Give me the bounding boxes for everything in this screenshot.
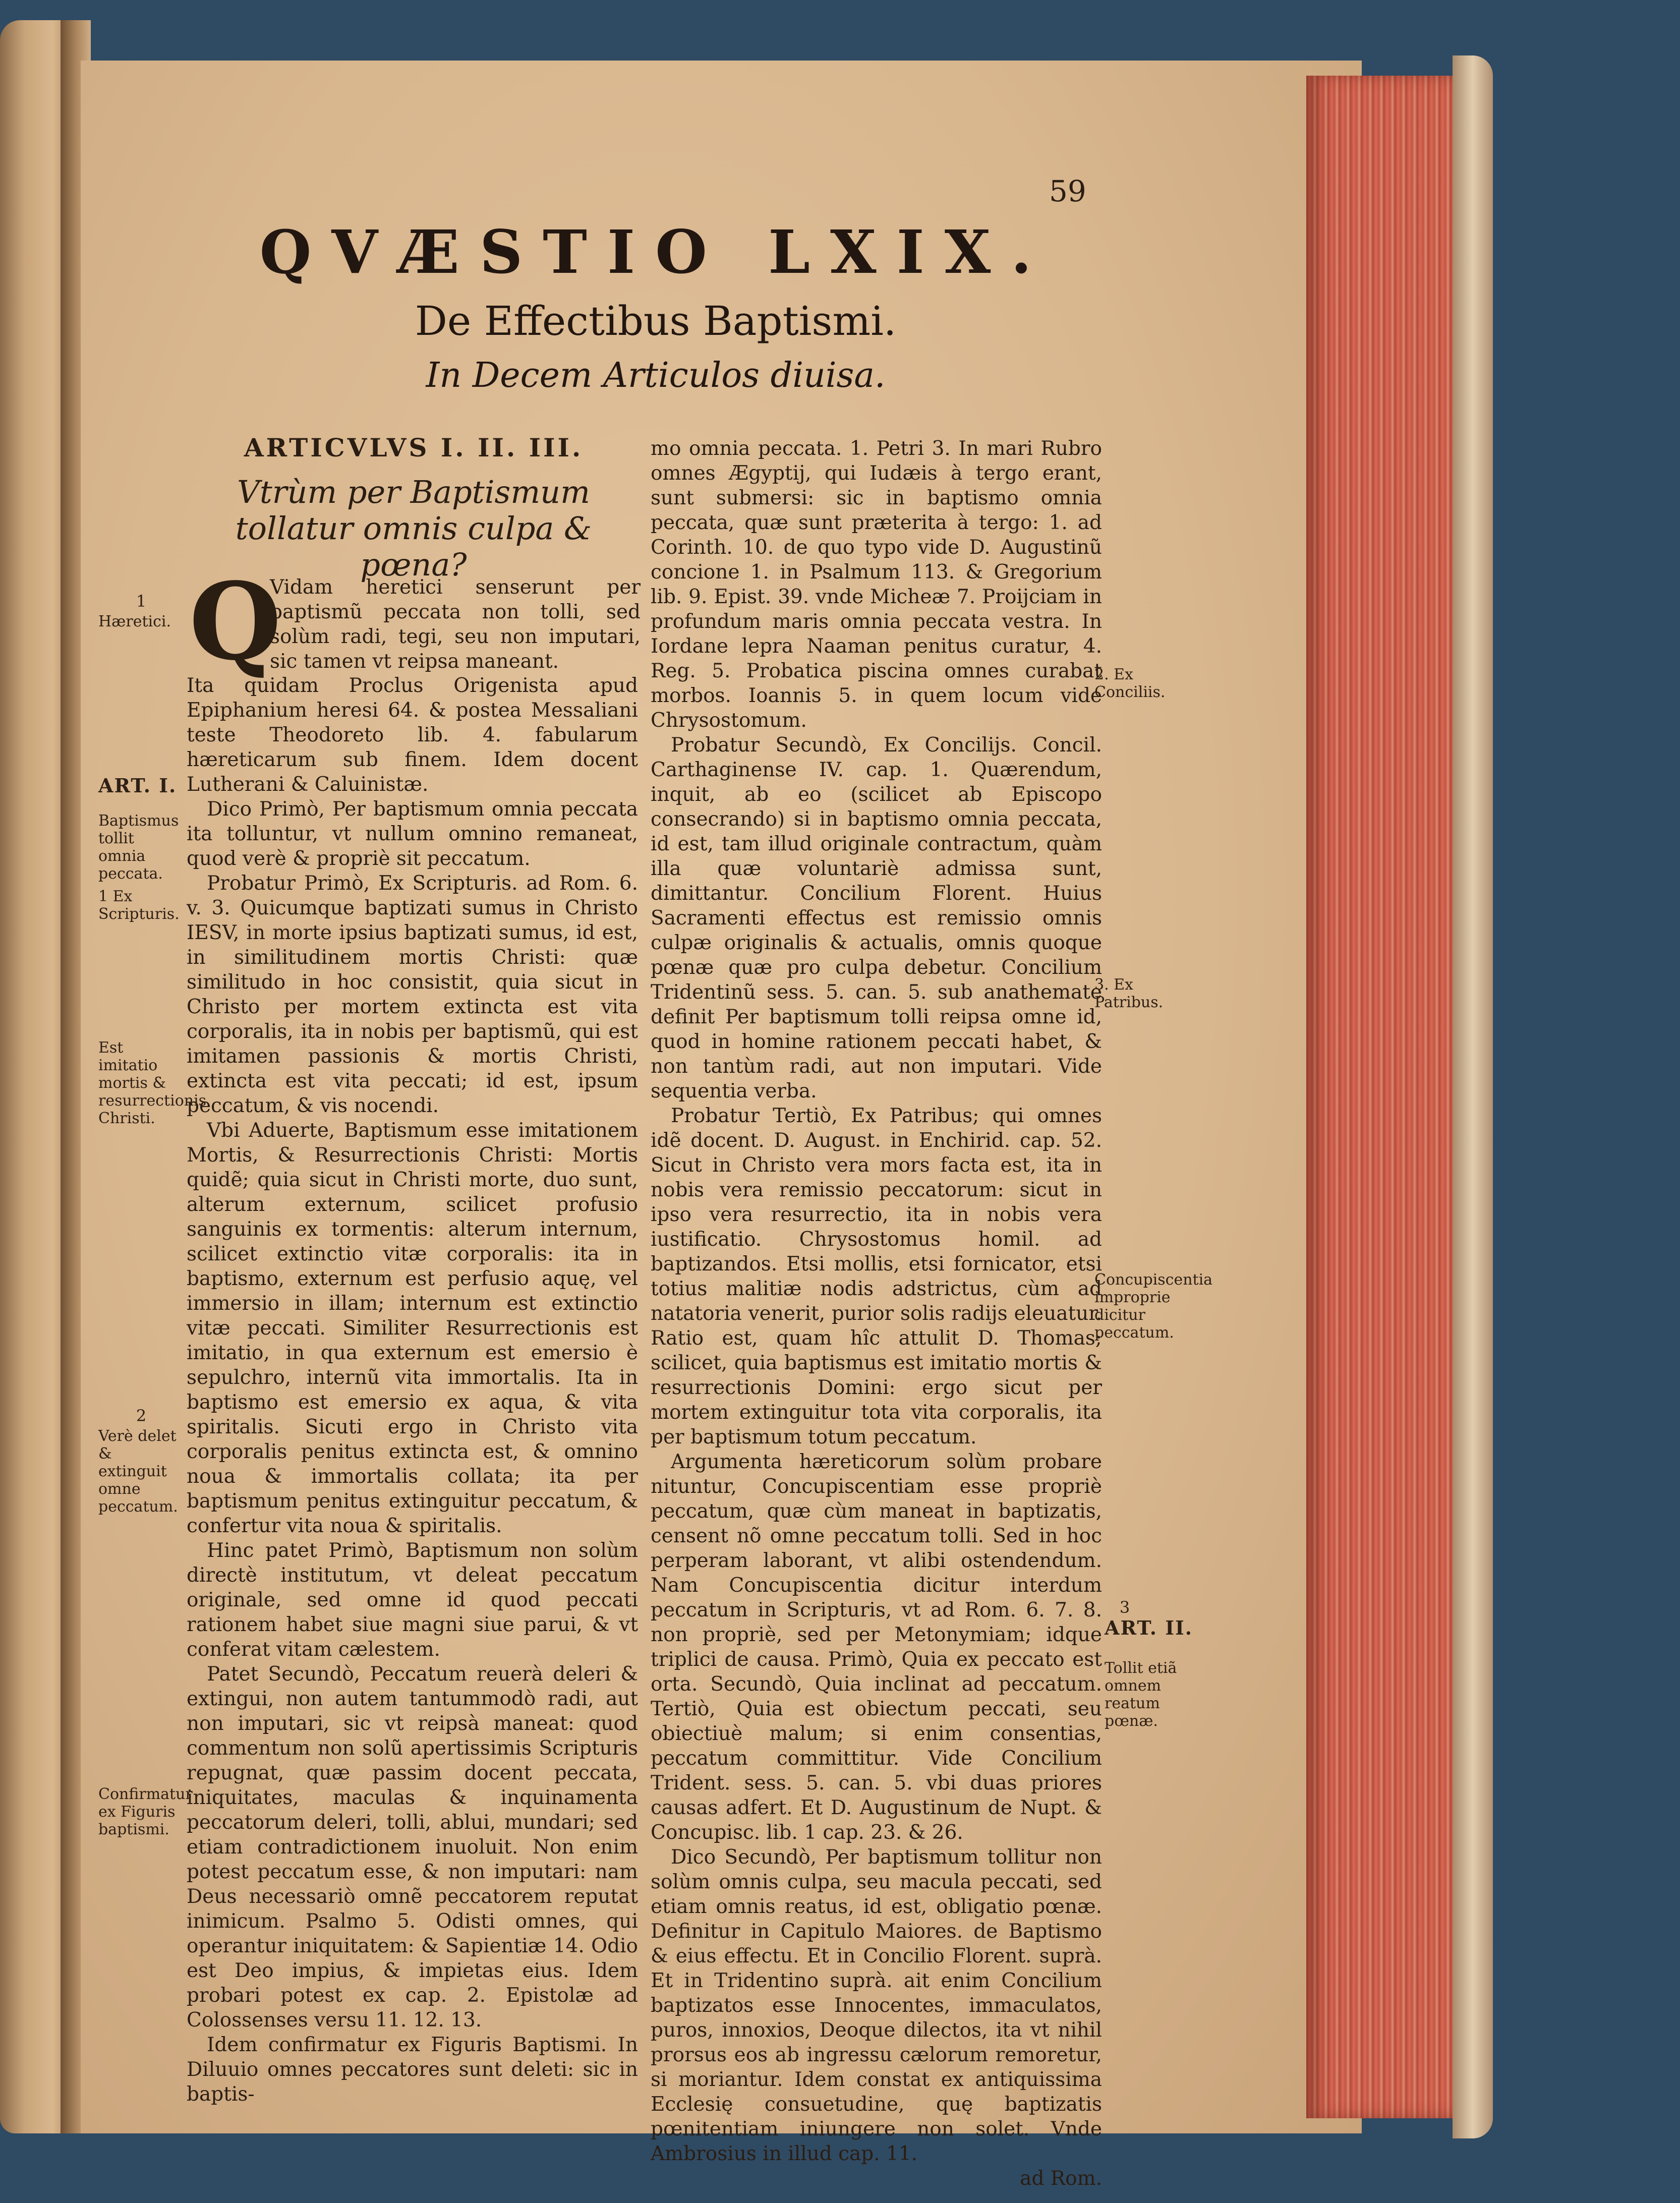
right-column bbox=[651, 436, 1102, 2191]
drop-cap: Q bbox=[189, 559, 281, 684]
question-subtitle: De Effectibus Baptismi. bbox=[415, 298, 897, 344]
paragraph: Probatur Secundò, Ex Concilijs. Concil. Carthaginense IV. cap. 1. Quærendum, inquit, ab eo (scilicet ab Episcopo consecrando) si in baptismo omnia peccata, id est, tam illud originale contractum, quàm illa quæ voluntariè admissa sunt, dimittantur. Concilium Florent. Huius Sacramenti effectus est remissio omnis culpæ originalis & actualis, omnis quoque pœnæ quæ pro culpa debetur. Concilium Tridentinũ sess. 5. can. 5. sub anathemate definit Per baptismum tolli reipsa omne id, quod in homine rationem peccati habet, & non tantùm radi, aut non imputari. Vide sequentia verba. bbox=[651, 734, 1102, 1103]
left-page-edge bbox=[0, 20, 71, 2133]
margin-note: Concupiscentia improprie dicitur peccatum. bbox=[1094, 1271, 1213, 1342]
article-question: Vtrùm per Baptismum tollatur omnis culpa & pœna? bbox=[235, 474, 592, 583]
question-division: In Decem Articulos diuisa. bbox=[426, 356, 886, 395]
paragraph: Probatur Primò, Ex Scripturis. ad Rom. 6. v. 3. Quicumque baptizati sumus in Christo IESV, in morte ipsius baptizati sumus, id est, in similitudinem mortis Christi: quæ similitudo in hoc consistit, quia sicut in Christo per mortem extincta est vita corporalis, ita in nobis per baptismũ, qui est imitamen passionis & mortis Christi, extincta est vita peccati; id est, ipsum peccatum, & vis nocendi. bbox=[187, 872, 638, 1117]
margin-note-article: ART. I. bbox=[98, 774, 177, 797]
page-number: 59 bbox=[1049, 174, 1086, 208]
margin-note-article: ART. II. bbox=[1105, 1616, 1193, 1639]
paragraph: Argumenta hæreticorum solùm probare nituntur, Concupiscentiam esse propriè peccatum, quæ cùm maneat in baptizatis, censent nõ omne peccatum tolli. Sed in hoc perperam laborant, vt alibi ostendendum. Nam Concupiscentia dicitur interdum peccatum in Scripturis, vt ad Rom. 6. 7. 8. non propriè, sed per Metonymiam; idque triplici de causa. Primò, Quia ex peccato est orta. Secundò, Quia inclinat ad peccatum. Tertiò, Quia est obiectum peccati, seu obiectiuè malum; si enim consentias, peccatum committitur. Vide Concilium Trident. sess. 5. can. 5. vbi duas priores causas adfert. Et D. Augustinum de Nupt. & Concupisc. lib. 1 cap. 23. & 26. bbox=[651, 1451, 1102, 1844]
red-page-edges bbox=[1306, 76, 1473, 2118]
paragraph: Patet Secundò, Peccatum reuerà deleri & extingui, non autem tantummodò radi, aut non imputari, sic vt reipsà maneat: quod commentum non solũ apertissimis Scripturis repugnat, quæ passim docent peccata, iniquitates, maculas & inquinamenta peccatorum deleri, tolli, ablui, mundari; sed etiam contradictionem inuoluit. Non enim potest peccatum esse, & non imputari: nam Deus necessariò omnẽ peccatorem reputat inimicum. Psalmo 5. Odisti omnes, qui operantur iniquitatem: & Sapientiæ 14. Odio est Deo impius, & impietas eius. Idem probari potest ex cap. 2. Epistolæ ad Colossenses versu 11. 12. 13. bbox=[187, 1663, 638, 2032]
margin-note: Hæretici. bbox=[98, 613, 171, 630]
question-title: QVÆSTIO LXIX. bbox=[259, 217, 1052, 287]
left-column bbox=[187, 673, 638, 2107]
article-heading: ARTICVLVS I. II. III. bbox=[244, 433, 584, 462]
margin-note-number: 3 bbox=[1119, 1598, 1130, 1617]
paragraph: mo omnia peccata. 1. Petri 3. In mari Rubro omnes Ægyptij, qui Iudæis à tergo erant, sunt submersi: sic in baptismo omnia peccata, quæ sunt præterita à tergo: 1. ad Corinth. 10. de quo typo vide D. Augustinũ concione 1. in Psalmum 113. & Gregorium lib. 9. Epist. 39. vnde Micheæ 7. Proijciam in profundum maris omnia peccata vestra. In Iordane lepra Naaman penitus curatur, 4. Reg. 5. Probatica piscina omnes curabat morbos. Ioannis 5. in quem locum vide Chrysostomum. bbox=[651, 437, 1102, 732]
margin-note: Confirmatur ex Figuris baptismi. bbox=[98, 1785, 193, 1838]
paragraph: Hinc patet Primò, Baptismum non solùm directè institutum, vt deleat peccatum originale, sed omne id quod peccati rationem habet siue magni siue parui, & vt conferat vitam cælestem. bbox=[187, 1539, 638, 1661]
paragraph: Dico Secundò, Per baptismum tollitur non solùm omnis culpa, seu macula peccati, sed etiam omnis reatus, id est, obligatio pœnæ. Definitur in Capitulo Maiores. de Baptismo & eius effectu. Et in Concilio Florent. suprà. Et in Tridentino suprà. ait enim Concilium baptizatos esse Innocentes, immaculatos, puros, innoxios, Deoque dilectos, ita vt nihil prorsus eos ab ingressu cælorum remoretur, si moriantur. Idem constat ex antiquissima Ecclesię consuetudine, quę baptizatis pœnitentiam iniungere non solet. Vnde Ambrosius in illud cap. 11. bbox=[651, 1846, 1102, 2165]
paragraph: Probatur Tertiò, Ex Patribus; qui omnes idẽ docent. D. August. in Enchirid. cap. 52. Sicut in Christo vera mors facta est, ita in nobis vera remissio peccatorum: sicut in ipso vera resurrectio, ita in nobis vera iustificatio. Chrysostomus homil. ad baptizandos. Etsi mollis, etsi fornicator, etsi totius malitiæ nodis adstrictus, cùm ad natatoria venerit, purior solis radijs eleuatur. Ratio est, quam hîc attulit D. Thomas; scilicet, quia baptismus est imitatio mortis & resurrectionis Domini: ergo sicut per mortem extinguitur tota vita corporalis, ita per baptismum totum peccatum. bbox=[651, 1105, 1102, 1448]
paragraph: Ita quidam Proclus Origenista apud Epiphanium heresi 64. & postea Messaliani teste Theodoreto lib. 4. fabularum hæreticarum sub finem. Idem docent Lutherani & Caluinistæ. bbox=[187, 674, 638, 796]
margin-note: Est imitatio mortis & resurrectionis Christi. bbox=[98, 1039, 207, 1127]
paragraph: Dico Primò, Per baptismum omnia peccata ita tolluntur, vt nullum omnino remaneat, quod verè & propriè sit peccatum. bbox=[187, 798, 638, 870]
paragraph: ad Rom. bbox=[1020, 2167, 1102, 2190]
margin-note: Baptismus tollit omnia peccata. bbox=[98, 812, 179, 883]
paragraph: Vbi Aduerte, Baptismum esse imitationem Mortis, & Resurrectionis Christi: Mortis quidẽ; quia sicut in Christi morte, duo sunt, alterum externum, scilicet profusio sanguinis ex tormentis: alterum internum, scilicet extinctio vitæ corporalis: ita in baptismo, externum est perfusio aquę, vel immersio in illam; internum est extinctio vitæ peccati. Similiter Resurrectionis est imitatio, in qua externum est emersio è sepulchro, internũ vita immortalis. Ita in baptismo est emersio ex aqua, & vita spiritalis. Sicuti ergo in Christo vita corporalis penitus extincta est, & omnino noua & immortalis collata; ita per baptismum penitus extinguitur peccatum, & confertur vita noua & spiritalis. bbox=[187, 1119, 638, 1537]
book-cover-edge bbox=[1453, 55, 1493, 2138]
margin-note: 1 Ex Scripturis. bbox=[98, 888, 180, 923]
margin-note: Tollit etiã omnem reatum pœnæ. bbox=[1105, 1659, 1177, 1730]
margin-note: 2. Ex Conciliis. bbox=[1094, 666, 1166, 701]
margin-note-number: 1 bbox=[136, 592, 147, 611]
margin-note: Verè delet & extinguit omne peccatum. bbox=[98, 1427, 178, 1516]
margin-note: 3. Ex Patribus. bbox=[1094, 976, 1164, 1011]
margin-note-number: 2 bbox=[136, 1406, 147, 1425]
paragraph: Idem confirmatur ex Figuris Baptismi. In Diluuio omnes peccatores sunt deleti: sic in baptis- bbox=[187, 2034, 638, 2106]
opening-lines: Vidam heretici senserunt per baptismũ peccata non tolli, sed solùm radi, tegi, seu non imputari, sic tamen vt reipsa maneant. bbox=[270, 576, 641, 673]
